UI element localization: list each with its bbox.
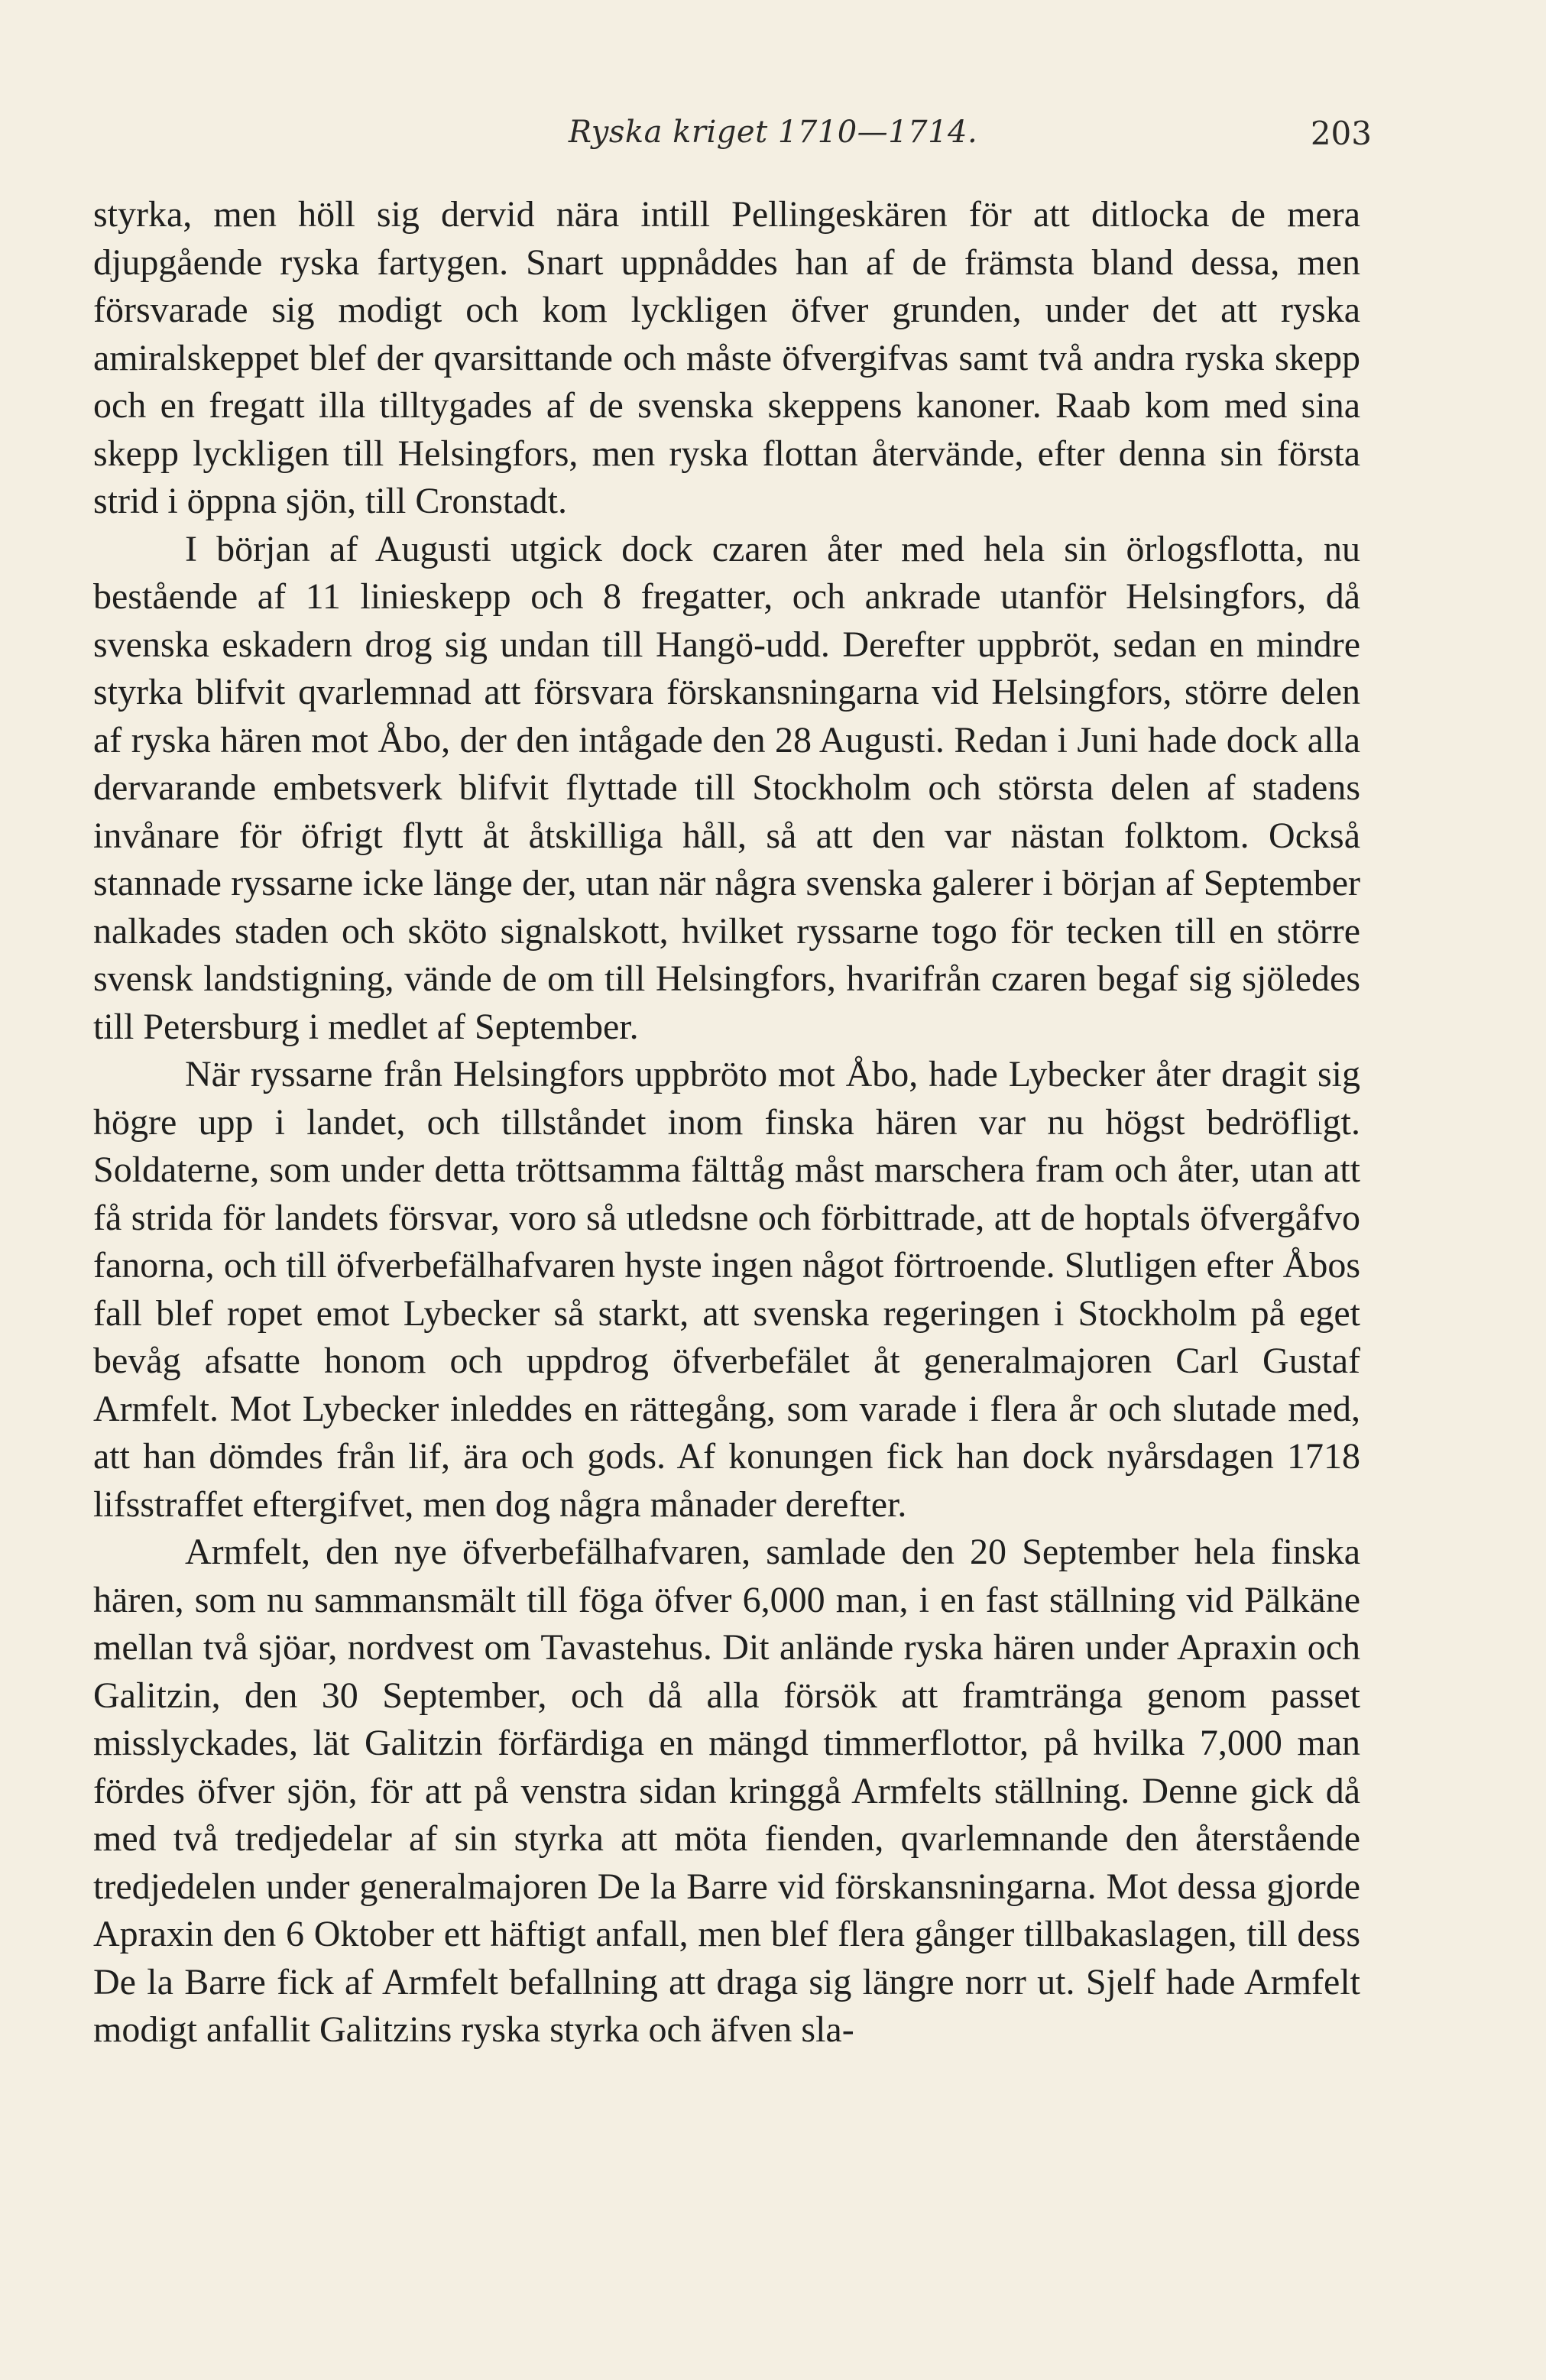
paragraph: styrka, men höll sig dervid nära intill Pellingeskären för att ditlocka de mera djupgående ryska fartygen. Snart uppnåddes han af de främsta bland dessa, men försvarade sig modigt och kom lyckligen öfver grunden, under det att ryska amiralskeppet blef der qvarsittande och måste öfvergifvas samt två andra ryska skepp och en fregatt illa tilltygades af de svenska skeppens kanoner. Raab kom med sina skepp lyckligen till Helsingfors, men ryska flottan återvände, efter denna sin första strid i öppna sjön, till Cronstadt. [93,194,1360,521]
paragraph: Armfelt, den nye öfverbefälhafvaren, samlade den 20 September hela finska hären, som nu sammansmält till föga öfver 6,000 man, i en fast ställning vid Pälkäne mellan två sjöar, nordvest om Tavastehus. Dit anlände ryska hären under Apraxin och Galitzin, den 30 September, och då alla försök att framtränga genom passet misslyckades, lät Galitzin förfärdiga en mängd timmerflottor, på hvilka 7,000 man fördes öfver sjön, för att på venstra sidan kringgå Armfelts ställning. Denne gick då med två tredjedelar af sin styrka att möta fienden, qvarlemnande den återstående tredjedelen under generalmajoren De la Barre vid förskansningarna. Mot dessa gjorde Apraxin den 6 Oktober ett häftigt anfall, men blef flera gånger tillbakaslagen, till dess De la Barre fick af Armfelt befallning att draga sig längre norr ut. Sjelf hade Armfelt modigt anfallit Galitzins ryska styrka och äfven sla- [93,1532,1360,2050]
paragraph: I början af Augusti utgick dock czaren åter med hela sin örlogsflotta, nu bestående af 11 linieskepp och 8 fregatter, och ankrade utanför Helsingfors, då svenska eskadern drog sig undan till Hangö-udd. Derefter uppbröt, sedan en mindre styrka blifvit qvarlemnad att försvara förskansningarna vid Helsingfors, större delen af ryska hären mot Åbo, der den intågade den 28 Augusti. Redan i Juni hade dock alla dervarande embetsverk blifvit flyttade till Stockholm och största delen af stadens invånare för öfrigt flytt åt åtskilliga håll, så att den var nästan folktom. Också stannade ryssarne icke länge der, utan när några svenska galerer i början af September nalkades staden och sköto signalskott, hvilket ryssarne togo för tecken till en större svensk landstigning, vände de om till Helsingfors, hvarifrån czaren begaf sig sjöledes till Petersburg i medlet af September. [93,528,1360,1047]
page-number: 203 [1310,115,1372,152]
running-head [92,115,1454,161]
body-text [93,191,1360,2285]
paragraph: När ryssarne från Helsingfors uppbröto mot Åbo, hade Lybecker åter dragit sig högre upp i landet, och tillståndet inom finska hären var nu högst bedröfligt. Soldaterne, som under detta tröttsamma fälttåg måst marschera fram och åter, utan att få strida för landets försvar, voro så utledsne och förbittrade, att de hoptals öfvergåfvo fanorna, och till öfverbefälhafvaren hyste ingen något förtroende. Slutligen efter Åbos fall blef ropet emot Lybecker så starkt, att svenska regeringen i Stockholm på eget bevåg afsatte honom och uppdrog öfverbefälet åt generalmajoren Carl Gustaf Armfelt. Mot Lybecker inleddes en rättegång, som varade i flera år och slutade med, att han dömdes från lif, ära och gods. Af konungen fick han dock nyårsdagen 1718 lifsstraffet eftergifvet, men dog några månader derefter. [93,1054,1360,1525]
running-title: Ryska kriget 1710—1714. [568,115,978,150]
